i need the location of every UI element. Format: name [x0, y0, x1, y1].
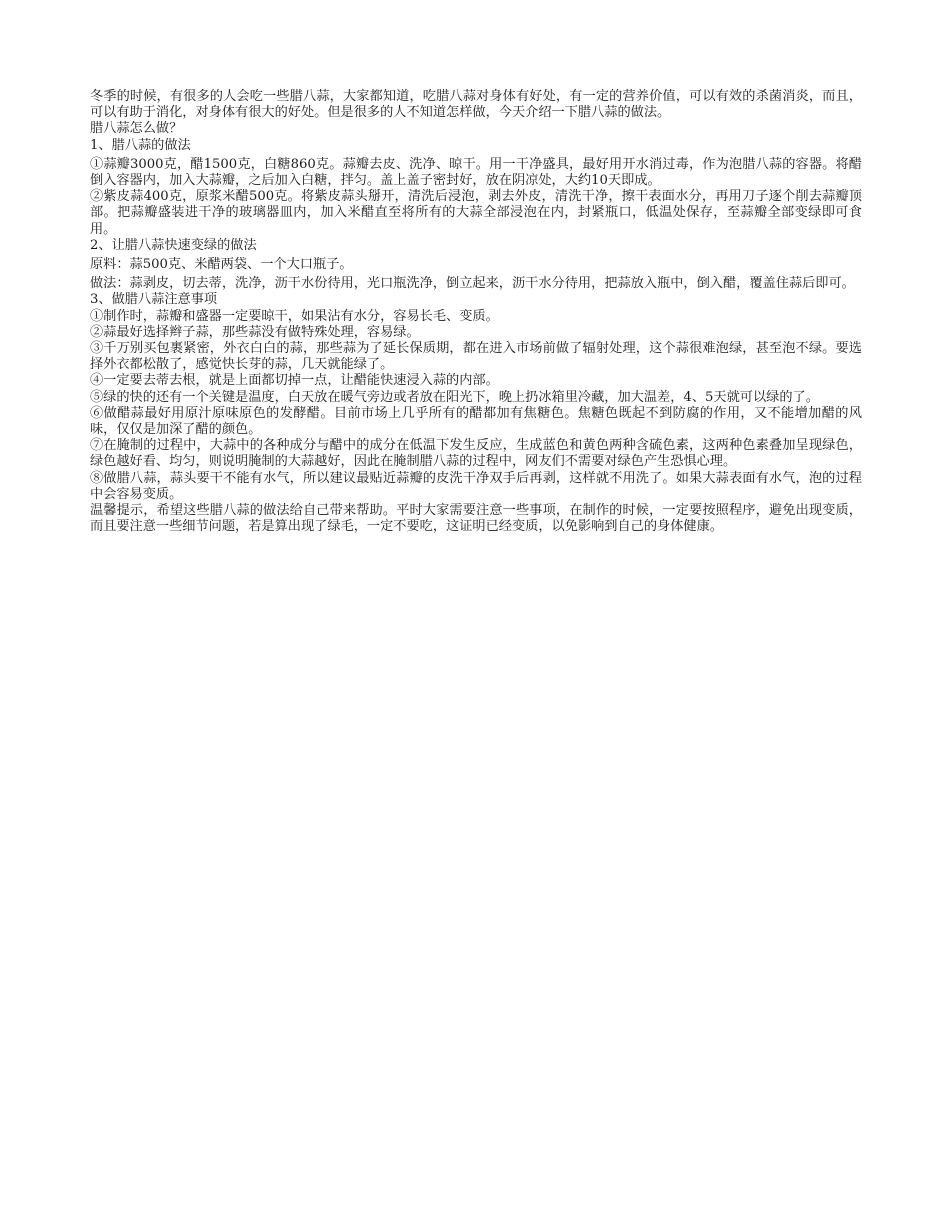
note-item: ②蒜最好选择辫子蒜，那些蒜没有做特殊处理，容易绿。 — [90, 324, 420, 340]
note-item: ⑥做醋蒜最好用原汁原味原色的发酵醋。目前市场上几乎所有的醋都加有焦糖色。焦糖色既起不到防腐的作用，又不能增加醋的风味，仅仅是加深了醋的颜色。 — [90, 405, 862, 438]
note-item: ⑤绿的快的还有一个关键是温度，白天放在暖气旁边或者放在阳光下，晚上扔冰箱里冷藏，加大温差，4、5天就可以绿的了。 — [90, 389, 819, 405]
note-item: ③千万别买包裹紧密，外衣白白的蒜，那些蒜为了延长保质期，都在进入市场前做了辐射处理，这个蒜很难泡绿，甚至泡不绿。要选择外衣都松散了，感觉快长芽的蒜，几天就能绿了。 — [90, 341, 862, 373]
article-body — [90, 89, 862, 535]
method-paragraph-2: ②紫皮蒜400克，原浆米醋500克。将紫皮蒜头掰开，清洗后浸泡，剥去外皮，清洗干净，擦干表面水分，再用刀子逐个削去蒜瓣顶部。把蒜瓣盛装进干净的玻璃器皿内，加入米醋直至将所有的大蒜全部浸泡在内，封紧瓶口，低温处保存，至蒜瓣全部变绿即可食用。 — [90, 189, 862, 237]
note-item: ④一定要去蒂去根，就是上面都切掉一点，让醋能快速浸入蒜的内部。 — [90, 373, 499, 389]
section-heading-method: 1、腊八蒜的做法 — [90, 137, 191, 153]
ingredients-paragraph: 原料：蒜500克、米醋两袋、一个大口瓶子。 — [90, 257, 353, 273]
closing-paragraph: 温馨提示，希望这些腊八蒜的做法给自己带来帮助。平时大家需要注意一些事项，在制作的时候，一定要按照程序，避免出现变质，而且要注意一些细节问题，若是算出现了绿毛，一定不要吃，这证明已经变质，以免影响到自己的身体健康。 — [90, 503, 862, 535]
section-heading-quick-green: 2、让腊八蒜快速变绿的做法 — [90, 237, 257, 253]
note-item: ⑧做腊八蒜，蒜头要干不能有水气，所以建议最贴近蒜瓣的皮洗干净双手后再剥，这样就不用洗了。如果大蒜表面有水气，泡的过程中会容易变质。 — [90, 470, 862, 502]
method-paragraph-1: ①蒜瓣3000克，醋1500克，白糖860克。蒜瓣去皮、洗净、晾干。用一干净盛具，最好用开水消过毒，作为泡腊八蒜的容器。将醋倒入容器内，加入大蒜瓣，之后加入白糖，拌匀。盖上盖子密封好，放在阴凉处，大约10天即成。 — [90, 156, 862, 189]
intro-paragraph: 冬季的时候，有很多的人会吃一些腊八蒜，大家都知道，吃腊八蒜对身体有好处，有一定的营养价值，可以有效的杀菌消炎，而且，可以有助于消化，对身体有很大的好处。但是很多的人不知道怎样做，今天介绍一下腊八蒜的做法。 — [90, 89, 862, 121]
procedure-paragraph: 做法：蒜剥皮，切去蒂，洗净，沥干水份待用，光口瓶洗净，倒立起来，沥干水分待用，把蒜放入瓶中，倒入醋，覆盖住蒜后即可。 — [90, 276, 855, 292]
note-item: ⑦在腌制的过程中，大蒜中的各种成分与醋中的成分在低温下发生反应，生成蓝色和黄色两种含硫色素，这两种色素叠加呈现绿色，绿色越好看、均匀，则说明腌制的大蒜越好，因此在腌制腊八蒜的过程中，网友们不需要对绿色产生恐惧心理。 — [90, 438, 862, 470]
section-heading-notes: 3、做腊八蒜注意事项 — [90, 292, 218, 308]
note-item: ①制作时，蒜瓣和盛器一定要晾干，如果沾有水分，容易长毛、变质。 — [90, 308, 499, 324]
question-heading: 腊八蒜怎么做？ — [90, 121, 183, 137]
